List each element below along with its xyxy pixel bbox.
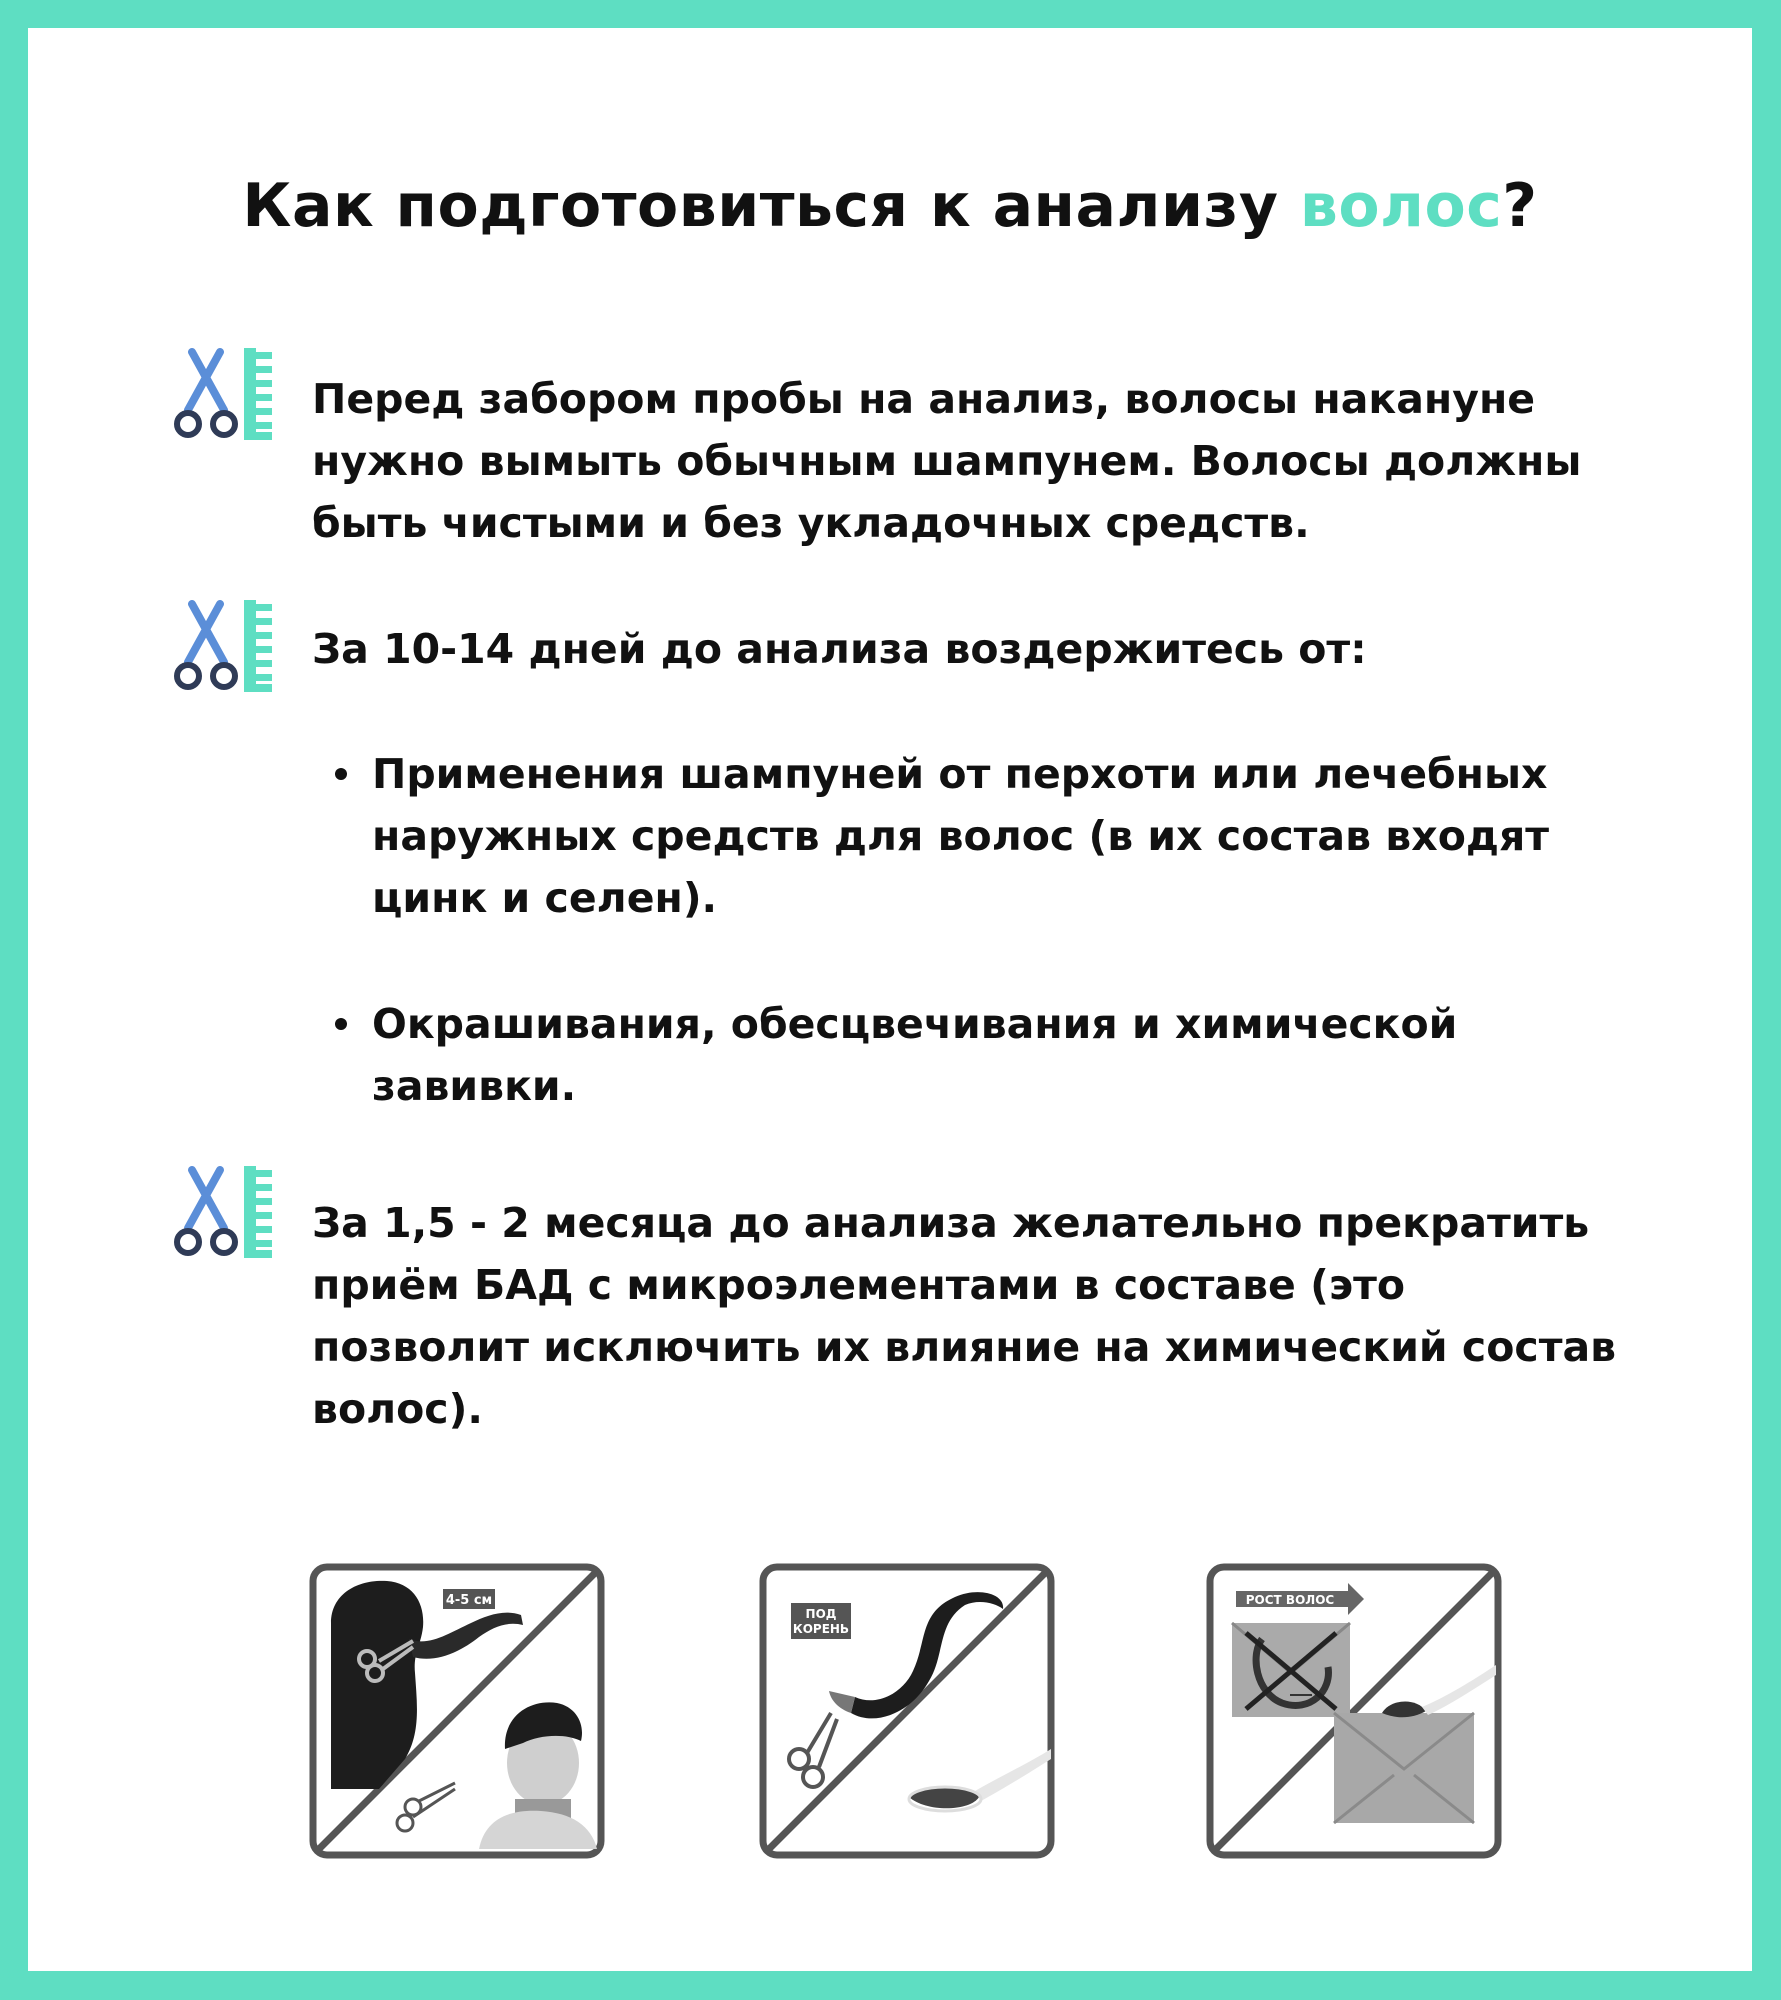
bullet-dot-icon <box>335 1018 347 1030</box>
bullet-text-1: Применения шампуней от перхоти или лечебных наружных средств для волос (в их состав входят цинк и селен). <box>372 750 1550 922</box>
picto-label-root: КОРЕНЬ <box>792 1622 850 1636</box>
scissors-comb-icon <box>174 346 286 446</box>
instruction-text-2: За 10-14 дней до анализа воздержитесь от: <box>312 625 1367 673</box>
cut-at-root-icon <box>759 1563 1055 1859</box>
hair-growth-envelope-icon <box>1206 1563 1502 1859</box>
instruction-text-3: За 1,5 - 2 месяца до анализа желательно прекратить приём БАД с микроэлементами в составе (это позволит исключить их влияние на химический состав волос). <box>312 1199 1617 1433</box>
hair-length-cut-icon <box>309 1563 605 1859</box>
title-prefix: Как подготовиться к анализу <box>242 171 1300 241</box>
list-item <box>372 993 1632 1117</box>
page-title <box>28 170 1752 242</box>
instruction-text-1: Перед забором пробы на анализ, волосы накануне нужно вымыть обычным шампунем. Волосы должны быть чистыми и без укладочных средств. <box>312 375 1582 547</box>
scissors-comb-icon <box>174 1164 286 1264</box>
picto-label-under: ПОД <box>805 1607 837 1621</box>
title-accent: волос <box>1299 171 1503 241</box>
list-item <box>372 743 1632 929</box>
info-card <box>28 28 1752 1971</box>
bullet-text-2: Окрашивания, обесцвечивания и химической завивки. <box>372 1000 1458 1110</box>
picto-label-growth: РОСТ ВОЛОС <box>1245 1593 1335 1607</box>
bullet-dot-icon <box>335 768 347 780</box>
scissors-comb-icon <box>174 598 286 698</box>
picto-label-length: 4-5 см <box>445 1593 493 1608</box>
title-suffix: ? <box>1502 171 1538 241</box>
pictogram-row <box>28 1563 1752 1883</box>
